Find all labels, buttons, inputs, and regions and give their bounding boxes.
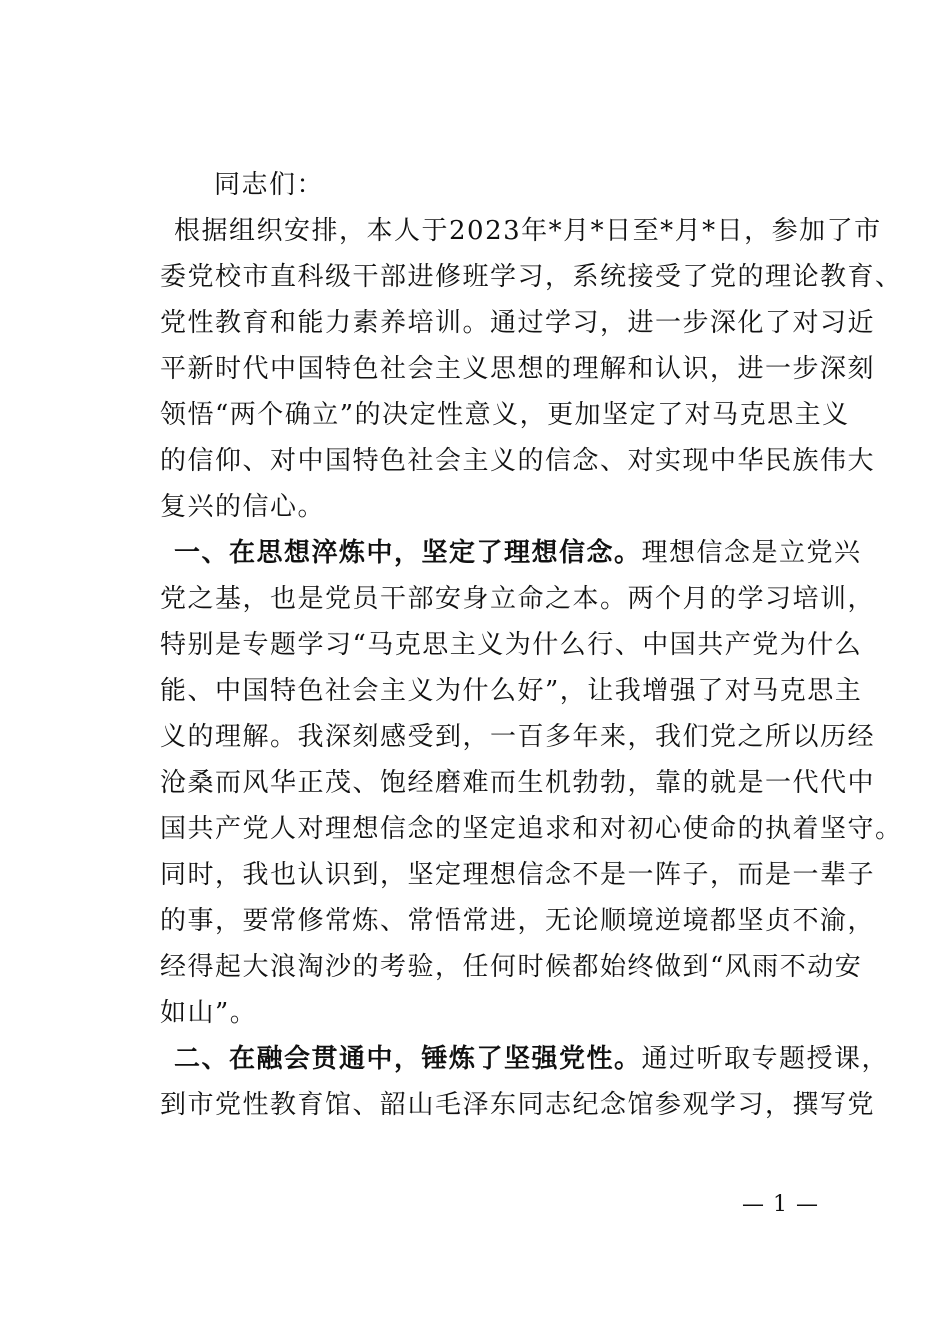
section1-heading: 一、在思想淬炼中，坚定了理想信念。 — [174, 538, 642, 568]
intro-line: 的信仰、对中国特色社会主义的信念、对实现中华民族伟大 — [160, 446, 876, 476]
intro-line: 党性教育和能力素养培训。通过学习，进一步深化了对习近 — [160, 308, 876, 338]
section2-heading: 二、在融会贯通中，锤炼了坚强党性。 — [174, 1044, 642, 1074]
section1-first-line — [160, 530, 862, 576]
section1-text: 理想信念是立党兴 — [641, 538, 862, 568]
section1-line: 的事，要常修常炼、常悟常进，无论顺境逆境都坚贞不渝， — [160, 906, 876, 936]
section1-line: 特别是专题学习“马克思主义为什么行、中国共产党为什么 — [160, 630, 863, 660]
section1-line: 党之基，也是党员干部安身立命之本。两个月的学习培训， — [160, 584, 876, 614]
intro-line: 委党校市直科级干部进修班学习，系统接受了党的理论教育、 — [160, 262, 903, 292]
section2-line: 到市党性教育馆、韶山毛泽东同志纪念馆参观学习，撰写党 — [160, 1090, 876, 1120]
section1-line: 能、中国特色社会主义为什么好”，让我增强了对马克思主 — [160, 676, 863, 706]
section1-line: 国共产党人对理想信念的坚定追求和对初心使命的执着坚守。 — [160, 814, 903, 844]
intro-line: 复兴的信心。 — [160, 492, 326, 522]
salutation: 同志们： — [214, 170, 325, 200]
section1-line: 义的理解。我深刻感受到，一百多年来，我们党之所以历经 — [160, 722, 876, 752]
section1-line: 沧桑而风华正茂、饱经磨难而生机勃勃，靠的就是一代代中 — [160, 768, 876, 798]
intro-line: 领悟“两个确立”的决定性意义，更加坚定了对马克思主义 — [160, 400, 850, 430]
document-body — [160, 162, 903, 1128]
page-number: — 1 — — [742, 1192, 819, 1217]
intro-line: 平新时代中国特色社会主义思想的理解和认识，进一步深刻 — [160, 354, 876, 384]
intro-line: 根据组织安排，本人于2023年*月*日至*月*日，参加了市 — [174, 216, 882, 246]
section2-first-line — [160, 1036, 890, 1082]
section1-line: 如山”。 — [160, 998, 258, 1028]
section2-text: 通过听取专题授课， — [641, 1044, 890, 1074]
section1-line: 经得起大浪淘沙的考验，任何时候都始终做到“风雨不动安 — [160, 952, 863, 982]
section1-line: 同时，我也认识到，坚定理想信念不是一阵子，而是一辈子 — [160, 860, 876, 890]
